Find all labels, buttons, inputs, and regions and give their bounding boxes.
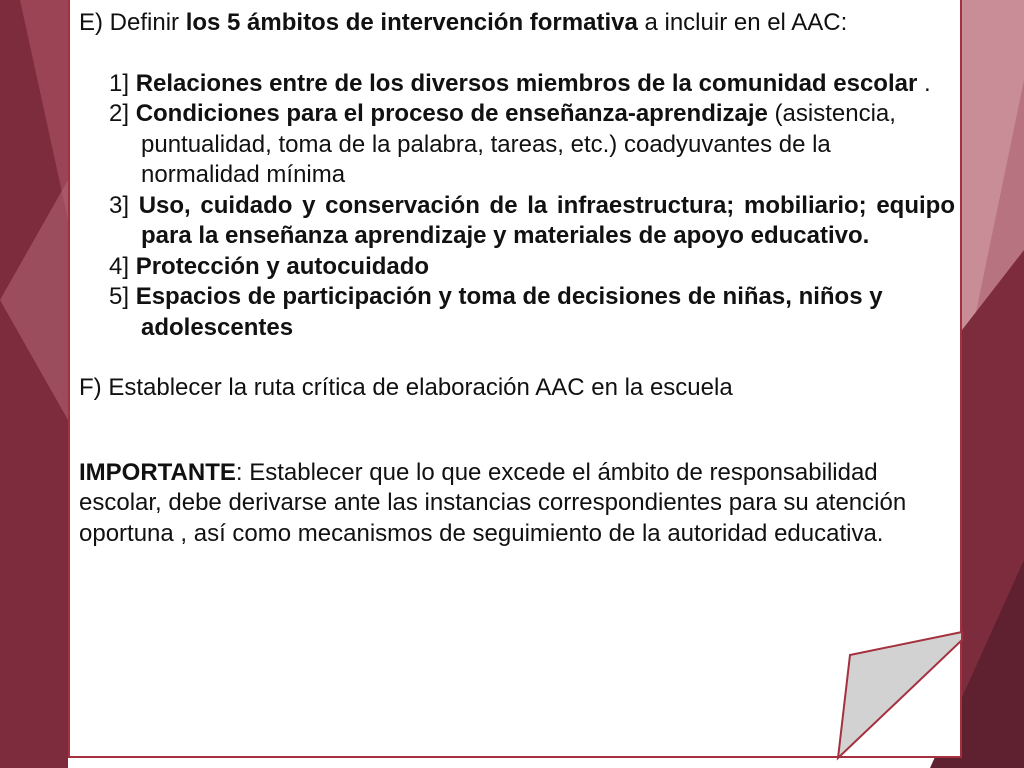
list-item-4: 4] Protección y autocuidado <box>109 252 430 280</box>
important-note: IMPORTANTE: Establecer que lo que excede el ámbito de responsabilidad escolar, debe derivarse ante las instancias correspondientes para su atención oportuna , así como mecanismos de seguimiento de la autoridad educativa. <box>79 458 907 547</box>
page-curl-fold <box>838 632 962 758</box>
list-item-3: 3] Uso, cuidado y conservación de la infraestructura; mobiliario; equipo para la enseñanza aprendizaje y materiales de apoyo educativo. <box>109 191 955 249</box>
section-f: F) Establecer la ruta crítica de elaboración AAC en la escuela <box>79 374 733 401</box>
list-item-2: 2] Condiciones para el proceso de enseñanza-aprendizaje (asistencia, puntualidad, toma de la palabra, tareas, etc.) coadyuvantes de la normalidad mínima <box>109 100 896 188</box>
section-e: E) Definir los 5 ámbitos de intervención formativa a incluir en el AAC: <box>79 9 848 36</box>
list-item-1: 1] Relaciones entre de los diversos miembros de la comunidad escolar . <box>109 69 931 97</box>
list-item-5: 5] Espacios de participación y toma de decisiones de niñas, niños y adolescentes <box>109 283 883 341</box>
slide-text <box>79 8 955 549</box>
